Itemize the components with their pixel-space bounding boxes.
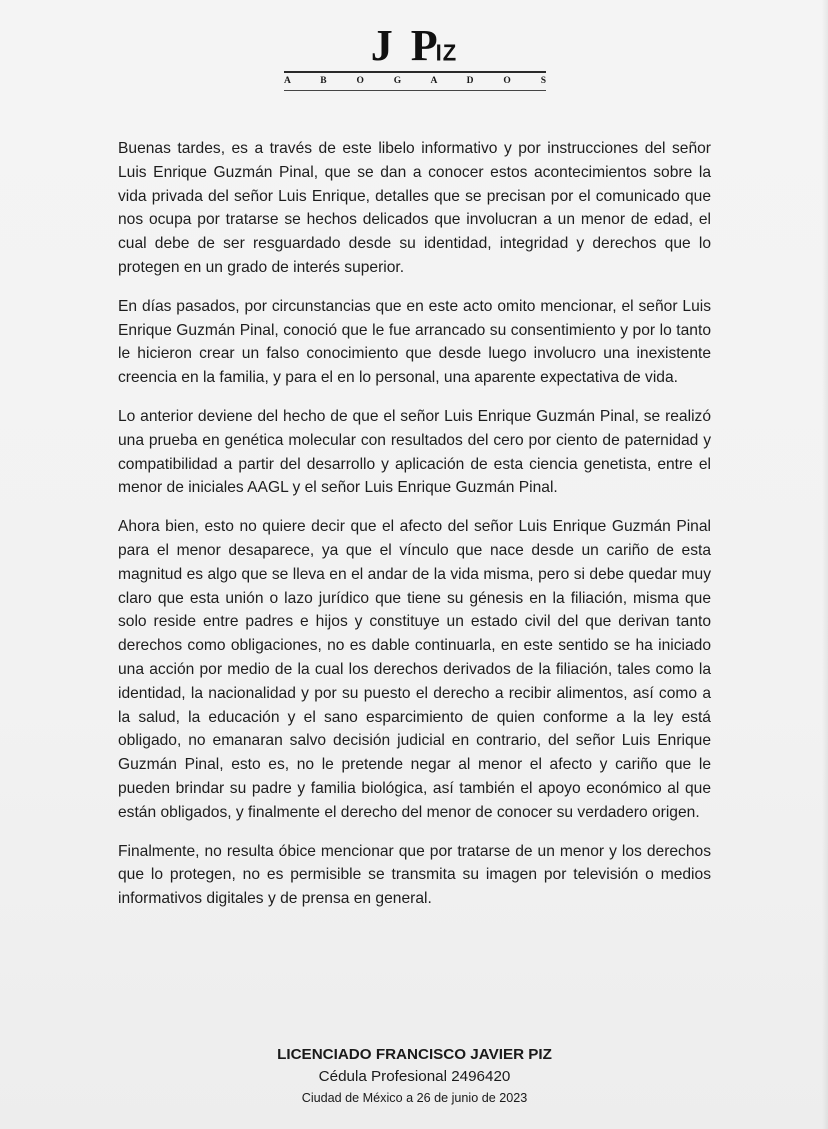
logo-letter-j: J [370,21,393,70]
logo-top-rule [284,71,546,73]
page-edge-shadow [822,0,828,1129]
logo-bottom-rule [284,90,546,91]
paragraph-consent: En días pasados, por circunstancias que en este acto omito mencionar, el señor Luis Enrique Guzmán Pinal, conoció que le fue arrancado su consentimiento y por lo tanto le hicieron crear un falso conocimiento que desde luego involucro una inexistente creencia en la familia, y para el en lo personal, una aparente expectativa de vida. [118,297,711,387]
logo-letters-iz: IZ [435,39,458,66]
paragraph-genetic-test: Lo anterior deviene del hecho de que el señor Luis Enrique Guzmán Pinal, se realizó una prueba en genética molecular con resultados del cero por ciento de paternidad y compatibilidad a partir del desarrollo y aplicación de esta ciencia genetista, entre el menor de iniciales AAGL y el señor Luis Enrique Guzmán Pinal. [118,407,711,497]
signatory-name: LICENCIADO FRANCISCO JAVIER PIZ [277,1046,552,1063]
paragraph-media-notice: Finalmente, no resulta óbice mencionar que por tratarse de un menor y los derechos que lo protegen, no es permisible se transmita su imagen por televisión o medios informativos digitales y de prensa en general. [118,842,711,908]
letter-body [118,137,711,926]
logo-wordmark [0,20,828,71]
paragraph-filiation: Ahora bien, esto no quiere decir que el afecto del señor Luis Enrique Guzmán Pinal para el menor desaparece, ya que el vínculo que nace desde un cariño de esta magnitud es algo que se lleva en el andar de la vida misma, pero si debe quedar muy claro que esta unión o lazo jurídico que tiene su génesis en la filiación, misma que solo reside entre padres e hijos y constituye un estado civil del que derivan tanto derechos como obligaciones, no es dable continuarla, en este sentido se ha iniciado una acción por medio de la cual los derechos derivados de la filiación, tales como la identidad, la nacionalidad y por su puesto el derecho a recibir alimentos, así como a la salud, la educación y el sano esparcimiento de quien conforme a la ley está obligado, no emanaran salvo decisión judicial en contrario, del señor Luis Enrique Guzmán Pinal, esto es, no le pretende negar al menor el afecto y cariño que le pueden brindar su padre y familia biológica, así también el apoyo económico al que están obligados, y finalmente el derecho del menor de conocer su verdadero origen. [118,518,711,821]
logo-subtitle: A B O G A D O S [284,76,546,86]
letterhead-logo [0,20,828,100]
professional-id: Cédula Profesional 2496420 [318,1068,511,1085]
paragraph-intro: Buenas tardes, es a través de este libelo informativo y por instrucciones del señor Luis Enrique Guzmán Pinal, que se dan a conocer estos acontecimientos sobre la vida privada del señor Luis Enrique, detalles que se precisan por el comunicado que nos ocupa por tratarse se hechos delicados que involucran a un menor de edad, el cual debe de ser resguardado desde su identidad, integridad y derechos que lo protegen en un grado de interés superior. [118,140,711,276]
logo-letter-p: P [410,21,438,70]
place-and-date: Ciudad de México a 26 de junio de 2023 [301,1091,528,1105]
signature-block [118,1044,711,1108]
